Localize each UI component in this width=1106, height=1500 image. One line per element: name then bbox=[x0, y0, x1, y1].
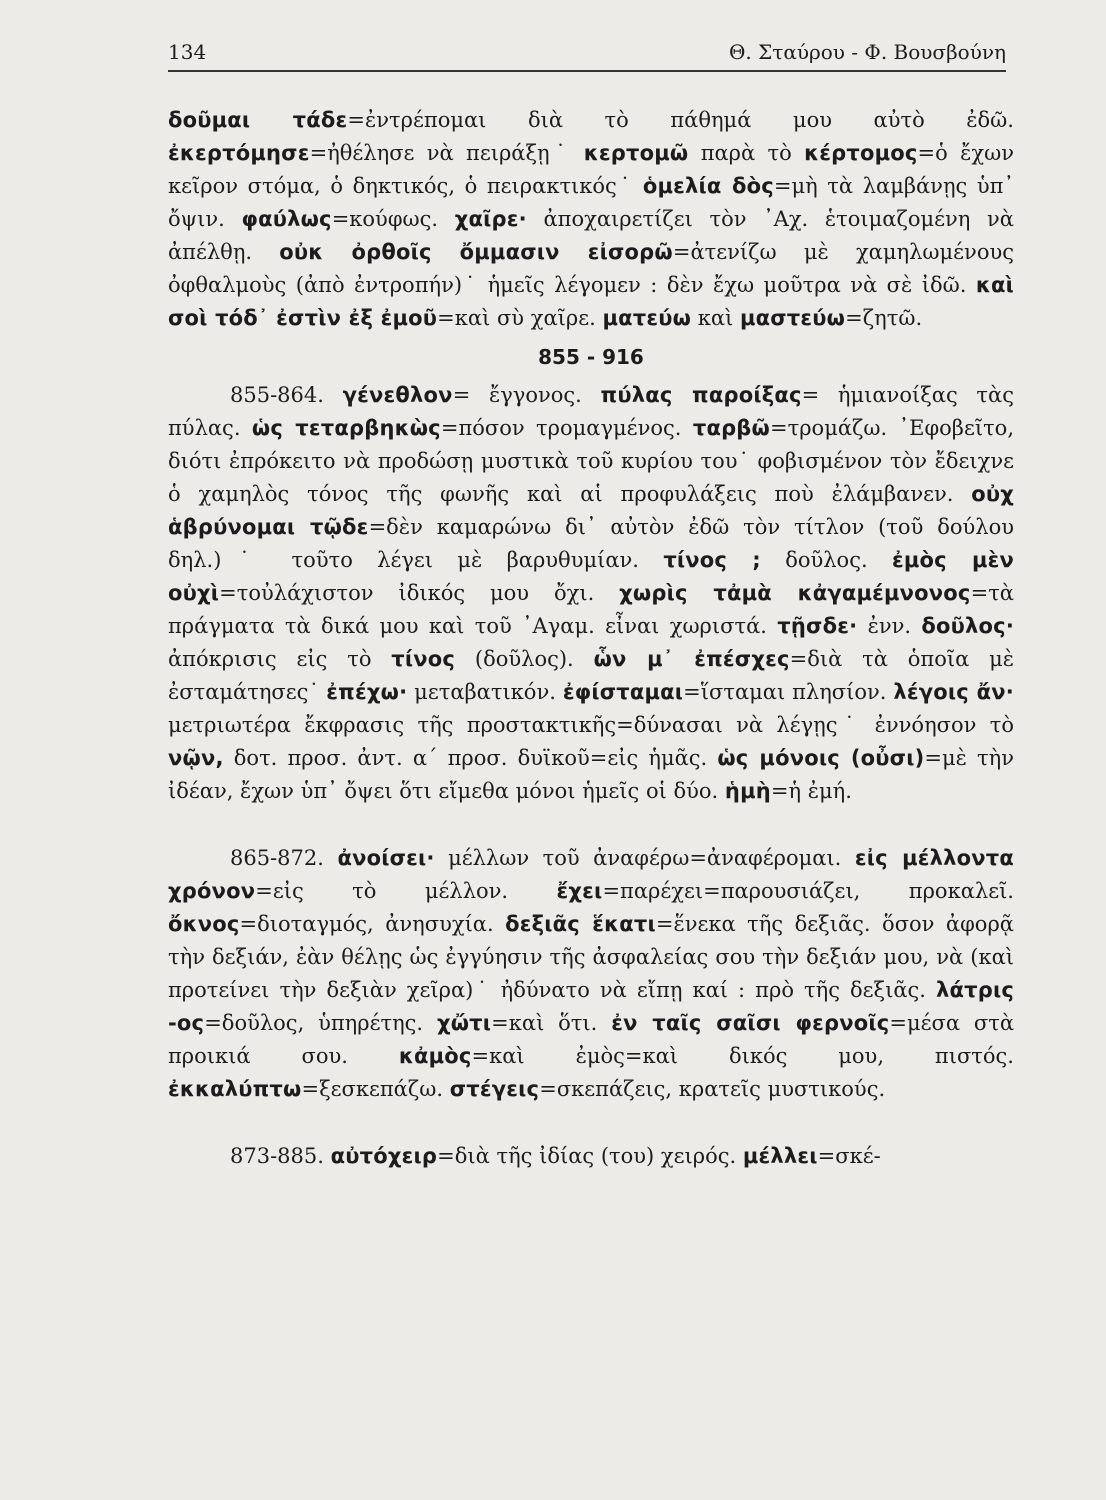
gloss-text: =ξεσκεπάζω. bbox=[301, 1077, 450, 1101]
paragraph-gap bbox=[168, 1106, 1014, 1140]
page-body bbox=[168, 104, 1014, 1173]
gloss-text: =τρομάζω. ᾿Εφοβεῖτο, διότι ἐπρόκειτο νὰ προδώσῃ μυστικὰ τοῦ κυρίου του˙ φοβισμένον τὸν ἔδειχνε ὁ χαμηλὸς τόνος τῆς φωνῆς καὶ αἱ προφυλάξεις ποὺ ἐλάμβανεν. bbox=[168, 416, 1015, 506]
headword: τίνος ; bbox=[663, 548, 761, 572]
gloss-text: = ἔγγονος. bbox=[452, 383, 601, 407]
gloss-text: =σκέ- bbox=[817, 1144, 881, 1168]
gloss-text: =ἠθέλησε νὰ πειράξῃ˙ bbox=[309, 141, 584, 165]
gloss-text: μετριωτέρα ἔκφρασις τῆς προστακτικῆς=δύνασαι νὰ λέγῃς˙ ἐννόησον τὸ bbox=[168, 713, 1014, 737]
gloss-text: =πόσον τρομαγμένος. bbox=[440, 416, 693, 440]
gloss-text: =διὰ τὰ ὁποῖα μὲ ἐσταμάτησες˙ bbox=[168, 647, 1015, 704]
headword: ἐκερτόμησε bbox=[168, 141, 310, 165]
headword: μέλλει bbox=[742, 1144, 818, 1168]
headword: ὁμελία δὸς bbox=[642, 174, 774, 198]
headword: γένεθλον bbox=[342, 383, 453, 407]
paragraph-855-864 bbox=[168, 379, 1014, 808]
gloss-text: =καὶ ὅτι. bbox=[491, 1011, 612, 1035]
headword: χὤτι bbox=[436, 1011, 492, 1035]
gloss-text: δοῦλος. bbox=[760, 548, 892, 572]
page-number: 134 bbox=[168, 40, 207, 64]
headword: ταρβῶ bbox=[692, 416, 770, 440]
paragraph-gap bbox=[168, 808, 1014, 842]
paragraph-intro bbox=[168, 104, 1014, 335]
gloss-text: =δοῦλος, ὑπηρέτης. bbox=[204, 1011, 437, 1035]
gloss-text: =μὲ τὴν ἰδέαν, ἔχων ὑπ᾿ ὄψει ὅτι εἴμεθα μόνοι ἡμεῖς οἱ δύο. bbox=[168, 746, 1015, 803]
headword: ματεύω bbox=[602, 306, 692, 330]
headword: δεξιᾶς ἕκατι bbox=[505, 912, 656, 936]
paragraph-865-872 bbox=[168, 842, 1014, 1106]
gloss-text: ἀπόκρισις εἰς τὸ bbox=[168, 647, 392, 671]
gloss-text: 855-864. bbox=[230, 383, 343, 407]
running-head: Θ. Σταύρου - Φ. Βουσβούνη bbox=[729, 40, 1006, 64]
headword: τῇσδε· bbox=[777, 614, 858, 638]
headword: λάτρις -ος bbox=[168, 978, 1014, 1035]
gloss-text: ἀποχαιρετίζει τὸν ᾿Αχ. ἑτοιμαζομένη νὰ ἀπέλθῃ. bbox=[168, 207, 1014, 264]
headword: ἡμὴ bbox=[724, 779, 771, 803]
headword: ὄκνος bbox=[168, 912, 240, 936]
headword: στέγεις bbox=[449, 1077, 540, 1101]
headword: κἀμὸς bbox=[398, 1044, 472, 1068]
headword: ἐμὸς μὲν οὐχὶ bbox=[168, 548, 1015, 605]
header-rule bbox=[168, 70, 1006, 72]
gloss-text: 873-885. bbox=[230, 1144, 331, 1168]
headword: ὡς τεταρβηκὼς bbox=[251, 416, 441, 440]
gloss-text: καὶ bbox=[691, 306, 740, 330]
headword: ἐφίσταμαι bbox=[562, 680, 684, 704]
gloss-text: =διὰ τῆς ἰδίας (του) χειρός. bbox=[437, 1144, 743, 1168]
gloss-text: ἐνν. bbox=[857, 614, 922, 638]
page-header bbox=[168, 40, 1006, 80]
headword: ἔχει bbox=[556, 879, 603, 903]
gloss-text: =μέσα στὰ προικιά σου. bbox=[168, 1011, 1015, 1068]
headword: εἰς μέλλοντα χρόνον bbox=[168, 846, 1014, 903]
headword: οὐκ ὀρθοῖς ὄμμασιν εἰσορῶ bbox=[279, 240, 673, 264]
gloss-text: =τὰ πράγματα τὰ δικά μου καὶ τοῦ ᾿Αγαμ. εἶναι χωριστά. bbox=[168, 581, 1014, 638]
headword: τίνος bbox=[391, 647, 456, 671]
headword: ἀνοίσει· bbox=[337, 846, 435, 870]
gloss-text: =ἡ ἐμή. bbox=[770, 779, 852, 803]
headword: ὡς μόνοις (οὖσι) bbox=[717, 746, 925, 770]
gloss-text: =εἰς τὸ μέλλον. bbox=[255, 879, 557, 903]
gloss-text: =σκεπάζεις, κρατεῖς μυστικούς. bbox=[539, 1077, 886, 1101]
headword: ὧν μ᾿ ἐπέσχες bbox=[593, 647, 790, 671]
headword: ἐπέχω· bbox=[326, 680, 408, 704]
headword: οὐχ ἁβρύνομαι τῷδε bbox=[168, 482, 1014, 539]
gloss-text: =μὴ τὰ λαμβάνῃς ὑπ᾿ ὄψιν. bbox=[168, 174, 1014, 231]
gloss-text: =ἀτενίζω μὲ χαμηλωμένους ὀφθαλμοὺς (ἀπὸ ἐντροπήν)˙ ἡμεῖς λέγομεν : δὲν ἔχω μοῦτρα νὰ σὲ ἰδῶ. bbox=[168, 240, 1014, 297]
headword: αὐτόχειρ bbox=[330, 1144, 438, 1168]
gloss-text: =καὶ ἐμὸς=καὶ δικός μου, πιστός. bbox=[471, 1044, 1014, 1068]
paragraph-873-885 bbox=[168, 1140, 1014, 1173]
headword: πύλας παροίξας bbox=[600, 383, 802, 407]
gloss-text: =παρέχει=παρουσιάζει, προκαλεῖ. bbox=[602, 879, 1014, 903]
gloss-text: =τοὐλάχιστον ἰδικός μου ὄχι. bbox=[219, 581, 620, 605]
section-heading: 855 - 916 bbox=[538, 345, 644, 369]
gloss-text: =ἵσταμαι πλησίον. bbox=[683, 680, 894, 704]
gloss-text: =δὲν καμαρώνω δι᾿ αὐτὸν ἐδῶ τὸν τίτλον (τοῦ δούλου δηλ.)˙ τοῦτο λέγει μὲ βαρυθυμίαν. bbox=[168, 515, 1014, 572]
gloss-text: παρὰ τὸ bbox=[688, 141, 805, 165]
gloss-text: =ὁ ἔχων κεῖρον στόμα, ὁ δηκτικός, ὁ πειρακτικός˙ bbox=[168, 141, 1015, 198]
headword: χαῖρε· bbox=[454, 207, 527, 231]
headword: ἐν ταῖς σαῖσι φερνοῖς bbox=[611, 1011, 890, 1035]
gloss-text: =διοταγμός, ἀνησυχία. bbox=[239, 912, 506, 936]
gloss-text: μεταβατικόν. bbox=[407, 680, 563, 704]
gloss-text: =ζητῶ. bbox=[845, 306, 923, 330]
headword: καὶ σοὶ τόδ᾿ ἐστὶν ἐξ ἐμοῦ bbox=[168, 273, 1014, 330]
gloss-text: =καὶ σὺ χαῖρε. bbox=[437, 306, 603, 330]
gloss-text: δοτ. προσ. ἀντ. α΄ προσ. δυϊκοῦ=εἰς ἡμᾶς. bbox=[223, 746, 718, 770]
headword: μαστεύω bbox=[739, 306, 846, 330]
headword: κέρτομος bbox=[804, 141, 918, 165]
headword: κερτομῶ bbox=[583, 141, 689, 165]
gloss-text: (δοῦλος). bbox=[455, 647, 594, 671]
gloss-text: 865-872. bbox=[230, 846, 338, 870]
headword: φαύλως bbox=[241, 207, 332, 231]
gloss-text: = ἡμιανοίξας τὰς πύλας. bbox=[168, 383, 1014, 440]
gloss-text: =ἕνεκα τῆς δεξιᾶς. ὅσον ἀφορᾷ τὴν δεξιάν, ἐὰν θέλῃς ὡς ἐγγύησιν τῆς ἀσφαλείας σου τὴν δεξιάν μου, νὰ (καὶ προτείνει τὴν δεξιὰν χεῖρα)˙ ἠδύνατο νὰ εἴπῃ καί : πρὸ τῆς δεξιᾶς. bbox=[168, 912, 1014, 1002]
headword: νῷν, bbox=[168, 746, 224, 770]
gloss-text: μέλλων τοῦ ἀναφέρω=ἀναφέρομαι. bbox=[434, 846, 855, 870]
headword: δοῦμαι τάδε bbox=[168, 108, 348, 132]
gloss-text: =ἐντρέπομαι διὰ τὸ πάθημά μου αὐτὸ ἐδῶ. bbox=[347, 108, 1014, 132]
headword: ἐκκαλύπτω bbox=[168, 1077, 302, 1101]
headword: χωρὶς τἀμὰ κἀγαμέμνονος bbox=[619, 581, 971, 605]
gloss-text: =κούφως. bbox=[331, 207, 455, 231]
headword: δοῦλος· bbox=[921, 614, 1014, 638]
headword: λέγοις ἄν· bbox=[893, 680, 1014, 704]
